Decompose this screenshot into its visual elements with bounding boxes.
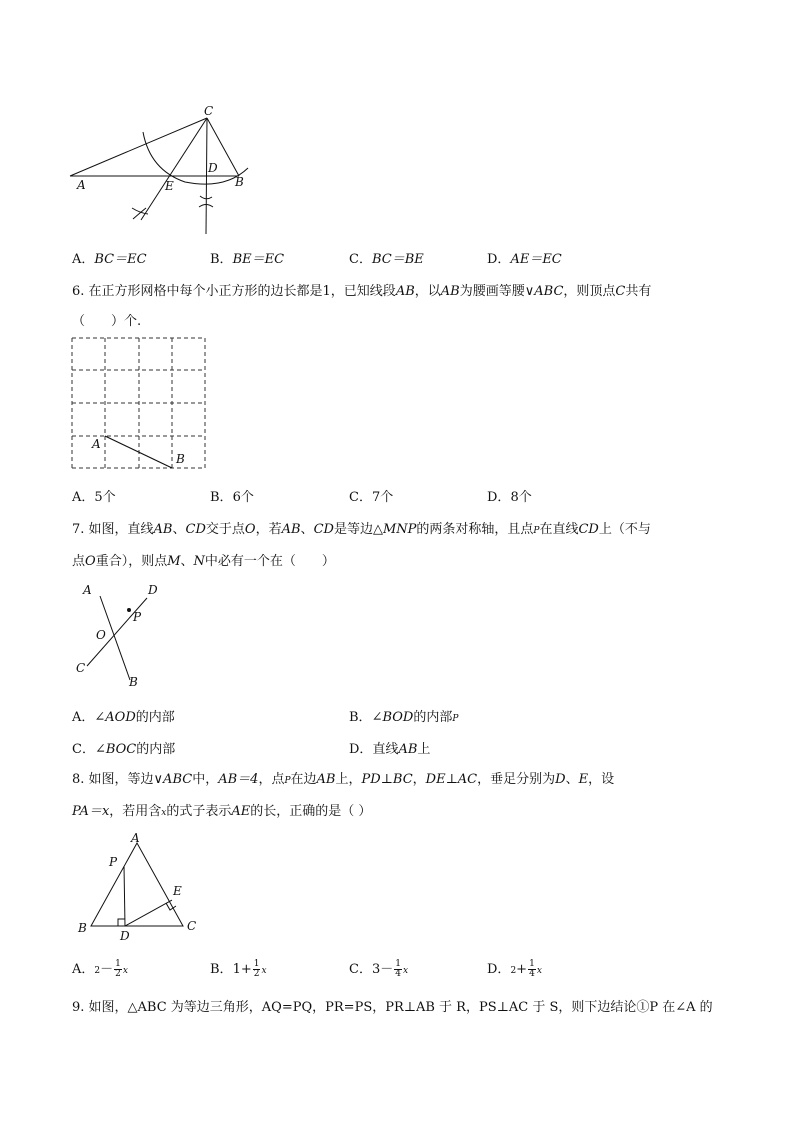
q8-segment-de <box>125 900 172 926</box>
q8-option-d[interactable]: D．2+ $\frac{1}{4}$ x <box>487 959 542 979</box>
q6-label-b: B <box>176 452 185 466</box>
q6-option-a[interactable]: A．5个 <box>72 490 116 505</box>
q7-label-c: C <box>76 661 86 675</box>
q6-option-d[interactable]: D．8个 <box>487 490 532 505</box>
q7-label-o: O <box>96 628 106 642</box>
q5-label-d: D <box>208 161 218 175</box>
q6-option-c[interactable]: C．7个 <box>349 490 394 505</box>
q5-label-a: A <box>77 178 86 192</box>
q6-label-a: A <box>92 437 101 451</box>
q7-label-d: D <box>148 583 158 597</box>
q8-triangle-abc <box>91 843 183 926</box>
q6-option-b[interactable]: B．6个 <box>210 490 254 505</box>
q7-label-p: P <box>133 610 142 624</box>
q7-option-d[interactable]: D．直线AB上 <box>349 742 431 757</box>
q8-segment-pd <box>124 866 125 926</box>
q5-option-a[interactable]: A．BC＝EC <box>72 252 147 267</box>
q7-option-b[interactable]: B．∠BOD的内部P <box>349 710 459 725</box>
q8-option-b-fraction: $\frac{1}{2}$ <box>253 959 260 979</box>
q5-option-b[interactable]: B．BE＝EC <box>210 252 285 267</box>
q5-label-c: C <box>204 104 214 118</box>
q8-label-c: C <box>187 919 197 933</box>
q8-label-p: P <box>109 855 118 869</box>
q8-label-d: D <box>120 929 130 943</box>
q8-question-line2: PA＝x，若用含x的式子表示AE的长，正确的是（ ） <box>72 804 372 819</box>
q7-question-line2: 点O重合），则点M、N中必有一个在（ ） <box>72 554 335 569</box>
q7-question-line1: 7. 如图，直线AB、CD交于点O，若AB、CD是等边△MNP的两条对称轴，且点P在直线CD上（不与 <box>72 522 651 537</box>
q8-option-c[interactable]: C．3－ $\frac{1}{4}$ x <box>349 959 409 979</box>
q7-label-b: B <box>129 675 138 689</box>
q5-label-e: E <box>165 179 174 193</box>
q8-question-line1: 8. 如图，等边∨ABC中，AB＝4，点P在边AB上，PD⊥BC，DE⊥AC，垂足分别为D、E，设 <box>72 772 615 787</box>
q8-label-a: A <box>131 831 140 845</box>
q8-right-angle-d <box>118 919 125 926</box>
q7-option-a[interactable]: A．∠AOD的内部 <box>72 710 175 725</box>
q8-label-e: E <box>173 884 182 898</box>
q7-label-a: A <box>83 583 92 597</box>
q6-question-line1: 6. 在正方形网格中每个小正方形的边长都是1，已知线段AB，以AB为腰画等腰∨ABC，则顶点C共有 <box>72 284 652 299</box>
q8-option-d-fraction: $\frac{1}{4}$ <box>529 959 535 979</box>
q8-option-c-fraction: $\frac{1}{4}$ <box>395 959 401 979</box>
q8-option-a[interactable]: A．2－ $\frac{1}{2}$ x <box>72 959 128 979</box>
q8-option-a-fraction: $\frac{1}{2}$ <box>115 959 121 979</box>
q9-question-line1: 9. 如图，△ABC 为等边三角形，AQ=PQ，PR=PS，PR⊥AB 于 R，PS⊥AC 于 S，则下边结论①P 在∠A 的 <box>72 1000 713 1015</box>
q8-label-b: B <box>78 921 87 935</box>
q5-option-c[interactable]: C．BC＝BE <box>349 252 424 267</box>
q8-option-b[interactable]: B．1+ $\frac{1}{2}$ x <box>210 959 267 979</box>
q6-question-line2: （ ）个. <box>72 314 142 329</box>
q7-option-c[interactable]: C．∠BOC的内部 <box>72 742 176 757</box>
q5-option-d[interactable]: D．AE＝EC <box>487 252 562 267</box>
q5-label-b: B <box>235 175 244 189</box>
